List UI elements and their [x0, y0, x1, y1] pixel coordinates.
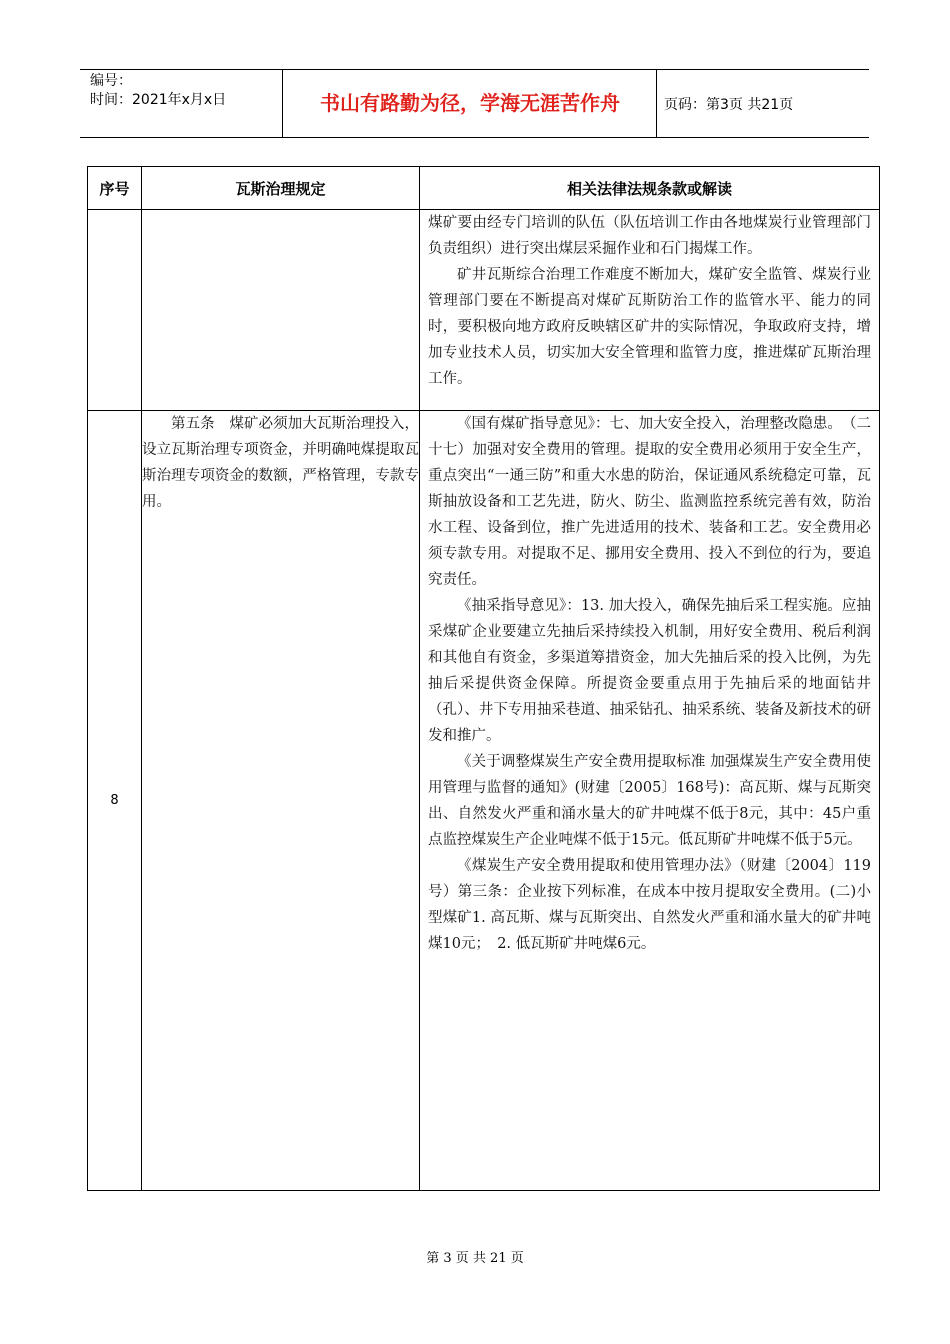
- header-motto: 书山有路勤为径，学海无涯苦作舟: [320, 91, 620, 115]
- document-number-label: 编号：: [90, 73, 132, 89]
- law-paragraph: 《关于调整煤炭生产安全费用提取标准 加强煤炭生产安全费用使用管理与监督的通知》(财建〔2005〕168号)：高瓦斯、煤与瓦斯突出、自然发火严重和涌水量大的矿井吨煤不低于8元，其中：45户重点监控煤炭生产企业吨煤不低于15元。低瓦斯矿井吨煤不低于5元。: [428, 754, 871, 848]
- header-meta: [90, 72, 226, 110]
- header-divider: [656, 70, 657, 137]
- header-page-info: 页码：第3页 共21页: [664, 97, 794, 113]
- law-paragraph: 《煤炭生产安全费用提取和使用管理办法》（财建〔2004〕119号）第三条：企业按下列标准，在成本中按月提取安全费用。(二)小型煤矿1. 高瓦斯、煤与瓦斯突出、自然发火严重和涌水量大的矿井吨煤10元； 2. 低瓦斯矿井吨煤6元。: [428, 858, 871, 952]
- table-header-row: [88, 167, 880, 210]
- column-header-seq: 序号: [88, 167, 142, 210]
- law-paragraph: 煤矿要由经专门培训的队伍（队伍培训工作由各地煤炭行业管理部门负责组织）进行突出煤层采掘作业和石门揭煤工作。: [428, 215, 871, 257]
- page-footer: 第 3 页 共 21 页: [426, 1251, 524, 1266]
- row-law-cell: [420, 210, 880, 411]
- row-seq-cell: [88, 210, 142, 411]
- column-header-law: 相关法律法规条款或解读: [420, 167, 880, 210]
- table-row: [88, 210, 880, 411]
- law-paragraph: 《国有煤矿指导意见》：七、加大安全投入，治理整改隐患。 （二十七）加强对安全费用的管理。提取的安全费用必须用于安全生产，重点突出“一通三防”和重大水患的防治，保证通风系统稳定可靠，瓦斯抽放设备和工艺先进，防火、防尘、监测监控系统完善有效，防治水工程、设备到位，推广先进适用的技术、装备和工艺。安全费用必须专款专用。对提取不足、挪用安全费用、投入不到位的行为，要追究责任。: [428, 416, 871, 588]
- row-law-cell: [420, 411, 880, 1191]
- column-header-rule: 瓦斯治理规定: [142, 167, 420, 210]
- row-rule-cell: [142, 210, 420, 411]
- row-seq-cell: 8: [88, 411, 142, 1191]
- law-paragraph: 矿井瓦斯综合治理工作难度不断加大，煤矿安全监管、煤炭行业管理部门要在不断提高对煤矿瓦斯防治工作的监管水平、能力的同时，要积极向地方政府反映辖区矿井的实际情况，争取政府支持，增加专业技术人员，切实加大安全管理和监管力度，推进煤矿瓦斯治理工作。: [428, 267, 871, 387]
- table-row: [88, 411, 880, 1191]
- header-divider: [282, 70, 283, 137]
- row-rule-cell: 第五条 煤矿必须加大瓦斯治理投入，设立瓦斯治理专项资金，并明确吨煤提取瓦斯治理专项资金的数额，严格管理，专款专用。: [142, 411, 420, 1191]
- document-time-label: 时间：2021年x月x日: [90, 92, 227, 108]
- page-header: [80, 69, 869, 138]
- law-paragraph: 《抽采指导意见》：13. 加大投入，确保先抽后采工程实施。应抽采煤矿企业要建立先抽后采持续投入机制，用好安全费用、税后利润和其他自有资金，多渠道筹措资金，加大先抽后采的投入比例，为先抽后采提供资金保障。所提资金要重点用于先抽后采的地面钻井（孔）、井下专用抽采巷道、抽采钻孔、抽采系统、装备及新技术的研发和推广。: [428, 598, 871, 744]
- regulation-table: [87, 166, 880, 1191]
